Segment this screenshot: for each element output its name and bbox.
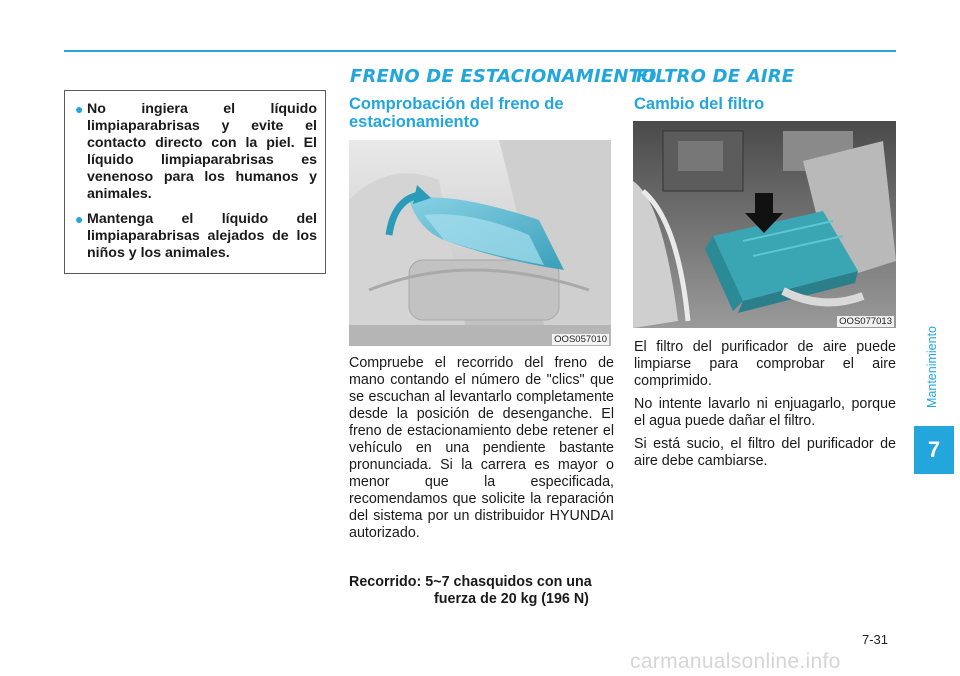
section-title-parking-brake: FRENO DE ESTACIONAMIENTO xyxy=(350,66,657,87)
bullet-icon: ● xyxy=(75,211,84,227)
chapter-label: Mantenimiento xyxy=(925,326,939,408)
warning-box xyxy=(64,90,326,274)
image-code: OOS057010 xyxy=(554,334,607,345)
warning-text: Mantenga el líquido del limpiaparabrisas alejados de los niños y los animales. xyxy=(87,211,317,261)
air-filter-subtitle: Cambio del filtro xyxy=(634,95,765,113)
warning-item xyxy=(73,211,317,262)
air-filter-photo xyxy=(633,121,896,328)
top-rule xyxy=(64,50,896,52)
air-filter-illustration xyxy=(633,121,896,328)
parking-brake-body: Compruebe el recorrido del freno de mano contando el número de "clics" que se escuchan al levantarlo completamente desde la posición de desenganche. El freno de estacionamiento debe retener el vehículo en una pendiente bastante pronunciada. Si la carrera es mayor o menor que la especificada, recomendamos que solicite la reparación del sistema por un distribuidor HYUNDAI autorizado. xyxy=(349,355,614,541)
bullet-icon: ● xyxy=(75,101,84,117)
parking-brake-illustration xyxy=(349,140,611,346)
watermark: carmanualsonline.info xyxy=(630,650,841,673)
page-number: 7-31 xyxy=(862,632,889,647)
parking-brake-subtitle: Comprobación del freno de estacionamiento xyxy=(349,95,564,131)
parking-brake-spec xyxy=(349,574,614,608)
chapter-label-wrap xyxy=(920,322,944,418)
warning-text: No ingiera el líquido limpiaparabrisas y evite el contacto directo con la piel. El líquido limpiaparabrisas es venenoso para los humanos y animales. xyxy=(87,101,317,202)
parking-brake-photo xyxy=(349,140,611,346)
image-code: OOS077013 xyxy=(839,316,892,327)
paragraph: No intente lavarlo ni enjuagarlo, porque el agua puede dañar el filtro. xyxy=(634,396,896,429)
paragraph: El filtro del purificador de aire puede limpiarse para comprobar el aire comprimido. xyxy=(634,339,896,389)
spec-value: 5~7 chasquidos con una xyxy=(425,574,592,590)
air-filter-body xyxy=(634,339,896,476)
spec-value-continued: fuerza de 20 kg (196 N) xyxy=(434,591,589,607)
spec-label: Recorrido: xyxy=(349,574,422,590)
paragraph: Si está sucio, el filtro del purificador de aire debe cambiarse. xyxy=(634,436,896,469)
chapter-tab: 7 xyxy=(914,426,954,474)
warning-item xyxy=(73,101,317,203)
section-title-air-filter: FILTRO DE AIRE xyxy=(636,66,795,87)
